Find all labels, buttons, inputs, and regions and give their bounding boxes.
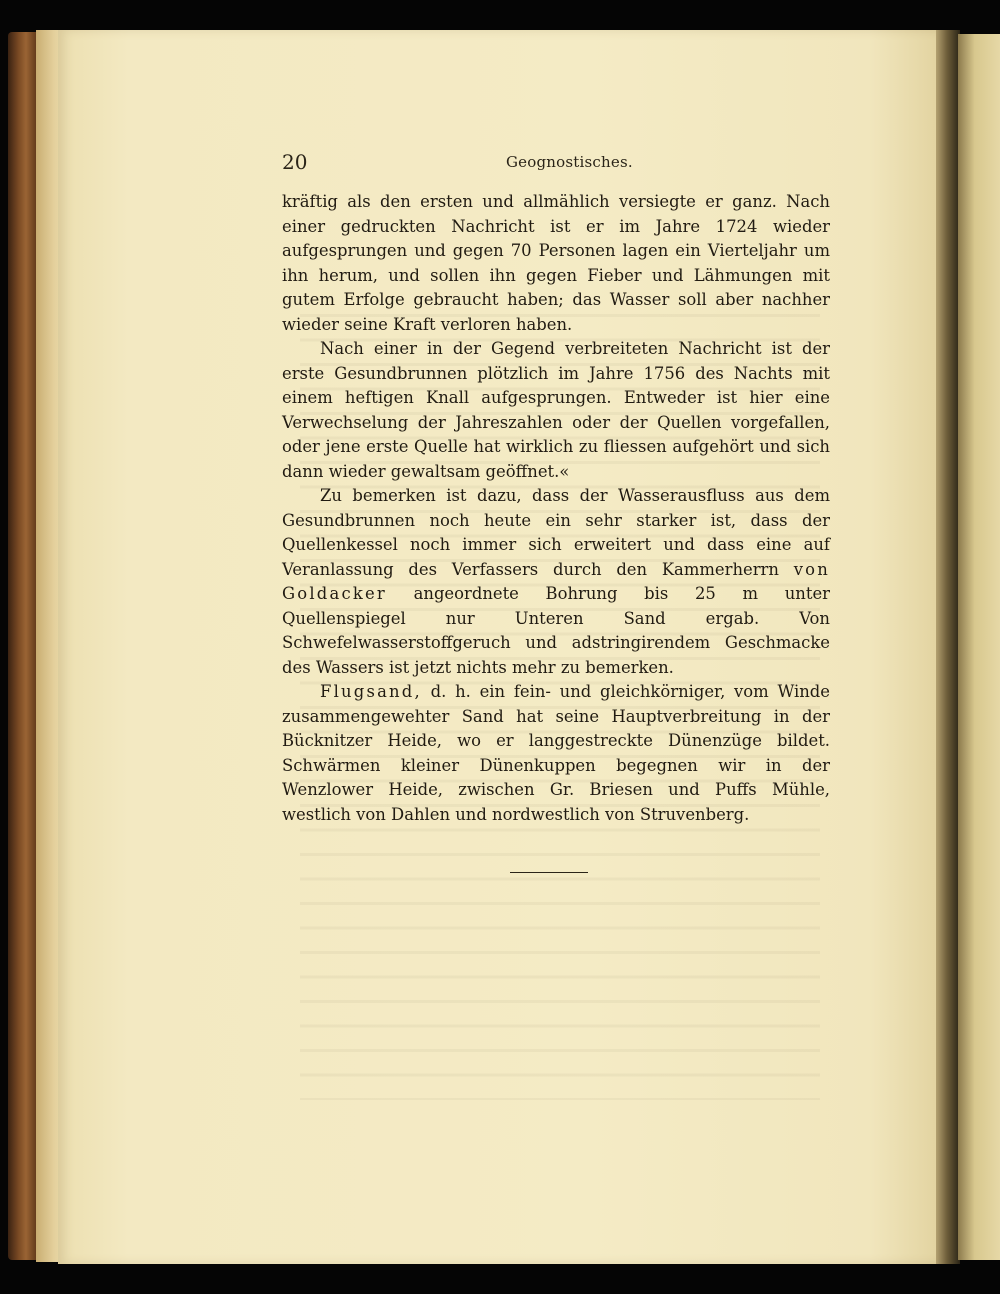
paragraph-3-text-a: Zu bemerken ist dazu, dass der Wasserausfluss aus dem Gesundbrunnen noch heute ein sehr starker ist, dass der Quellenkessel noch immer sich erweitert und dass eine auf Veranlassung des Verfassers durch den Kammerherrn [282,486,830,579]
spaced-term: Flugsand, [320,682,422,701]
paragraph-3 [282,484,830,680]
gutter-shadow [936,30,960,1264]
page-number: 20 [282,150,308,174]
book-cover-edge [8,32,38,1260]
paragraph-2: Nach einer in der Gegend verbreiteten Nachricht ist der erste Gesundbrunnen plötzlich im Jahre 1756 des Nachts mit einem heftigen Knall aufgesprungen. Entweder ist hier eine Verwechselung der Jahreszahlen oder der Quellen vorgefallen, oder jene erste Quelle hat wirklich zu fliessen aufgehört und sich dann wieder gewaltsam geöffnet.« [282,339,830,481]
running-head: Geognostisches. [506,153,633,171]
spaced-name: von Goldacker [282,559,830,603]
facing-page-edge [958,34,1000,1260]
page-header [282,150,830,178]
paragraph-4-text: d. h. ein fein- und gleichkörniger, vom Winde zusammengewehter Sand hat seine Hauptverbreitung in der Bücknitzer Heide, wo er langgestreckte Dünenzüge bildet. Schwärmen kleiner Dünenkuppen begegnen wir in der Wenzlower Heide, zwischen Gr. Briesen und Puffs Mühle, westlich von Dahlen und nordwestlich von Struvenberg. [282,682,830,824]
section-end-rule [510,872,588,873]
paragraph-3-text-b: angeordnete Bohrung bis 25 m unter Quellenspiegel nur Unteren Sand ergab. Von Schwefelwasserstoffgeruch und adstringirendem Geschmacke des Wassers ist jetzt nichts mehr zu bemerken. [282,584,830,677]
paragraph-4 [282,680,830,827]
body-text [282,190,830,827]
paragraph-1: kräftig als den ersten und allmählich versiegte er ganz. Nach einer gedruckten Nachricht ist er im Jahre 1724 wieder aufgesprungen und gegen 70 Personen lagen ein Vierteljahr um ihn herum, und sollen ihn gegen Fieber und Lähmungen mit gutem Erfolge gebraucht haben; das Wasser soll aber nachher wieder seine Kraft verloren haben. [282,192,830,334]
